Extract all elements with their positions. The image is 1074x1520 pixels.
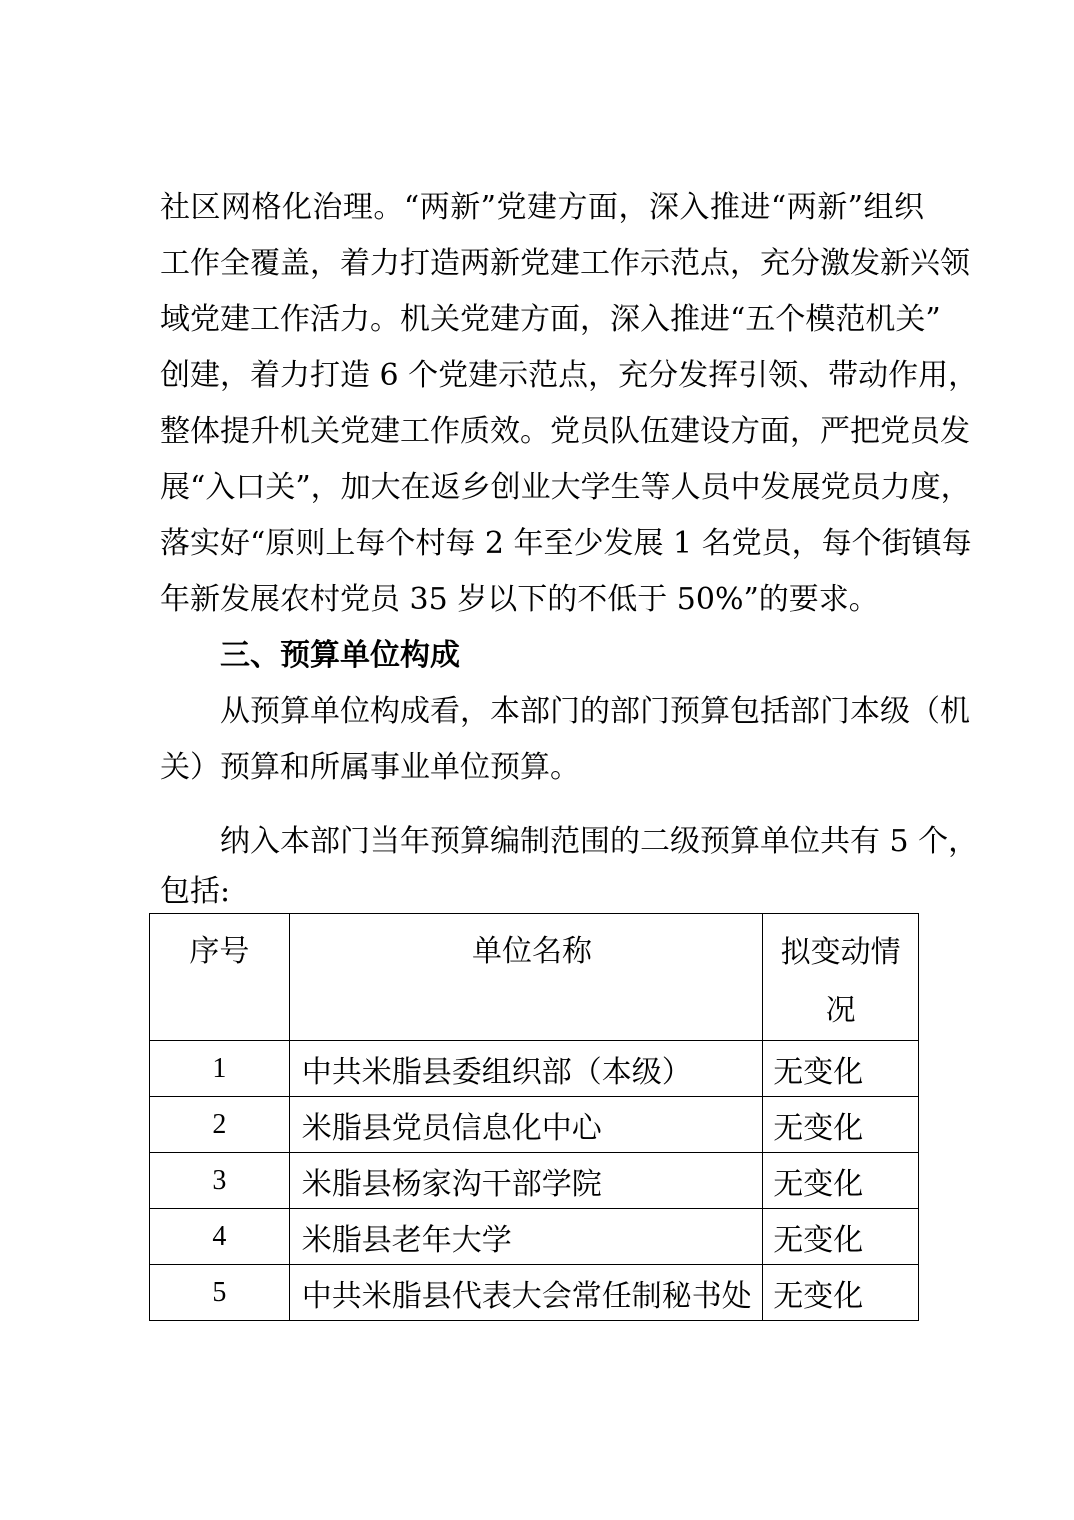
row-unit-name: 米脂县杨家沟干部学院: [289, 1153, 763, 1209]
row-unit-name: 米脂县党员信息化中心: [289, 1097, 763, 1153]
table-header-row: [150, 914, 919, 1041]
paragraph-line: 关）预算和所属事业单位预算。: [160, 750, 580, 785]
budget-units-table: [149, 913, 919, 1321]
row-unit-name: 中共米脂县代表大会常任制秘书处: [289, 1265, 763, 1321]
paragraph-line: 纳入本部门当年预算编制范围的二级预算单位共有 5 个，: [220, 824, 979, 859]
paragraph-line: 从预算单位构成看，本部门的部门预算包括部门本级（机: [220, 694, 970, 729]
row-change-status: 无变化: [763, 1041, 919, 1097]
paragraph-line: 域党建工作活力。机关党建方面，深入推进“五个模范机关”: [160, 302, 941, 337]
paragraph-line: 社区网格化治理。“两新”党建方面，深入推进“两新”组织: [160, 190, 924, 225]
section-heading: 三、预算单位构成: [220, 638, 460, 673]
row-serial: 3: [150, 1153, 290, 1209]
table-row: [150, 1153, 919, 1209]
row-serial: 5: [150, 1265, 290, 1321]
row-unit-name: 中共米脂县委组织部（本级）: [289, 1041, 763, 1097]
row-serial: 2: [150, 1097, 290, 1153]
row-change-status: 无变化: [763, 1209, 919, 1265]
row-unit-name: 米脂县老年大学: [289, 1209, 763, 1265]
header-unit-name: 单位名称: [289, 914, 763, 1041]
header-change-status: 拟变动情况: [763, 914, 919, 1041]
paragraph-line: 包括:: [160, 874, 231, 909]
paragraph-line: 整体提升机关党建工作质效。党员队伍建设方面，严把党员发: [160, 414, 970, 449]
row-change-status: 无变化: [763, 1153, 919, 1209]
paragraph-line: 落实好“原则上每个村每 2 年至少发展 1 名党员，每个街镇每: [160, 526, 972, 561]
table-row: [150, 1097, 919, 1153]
table-row: [150, 1041, 919, 1097]
paragraph-line: 工作全覆盖，着力打造两新党建工作示范点，充分激发新兴领: [160, 246, 970, 281]
row-change-status: 无变化: [763, 1265, 919, 1321]
table-row: [150, 1209, 919, 1265]
header-serial: 序号: [150, 914, 290, 1041]
row-serial: 1: [150, 1041, 290, 1097]
paragraph-line: 创建，着力打造 6 个党建示范点，充分发挥引领、带动作用，: [160, 358, 979, 393]
paragraph-line: 展“入口关”，加大在返乡创业大学生等人员中发展党员力度，: [160, 470, 971, 505]
row-change-status: 无变化: [763, 1097, 919, 1153]
paragraph-line: 年新发展农村党员 35 岁以下的不低于 50%”的要求。: [160, 582, 879, 617]
row-serial: 4: [150, 1209, 290, 1265]
table-row: [150, 1265, 919, 1321]
